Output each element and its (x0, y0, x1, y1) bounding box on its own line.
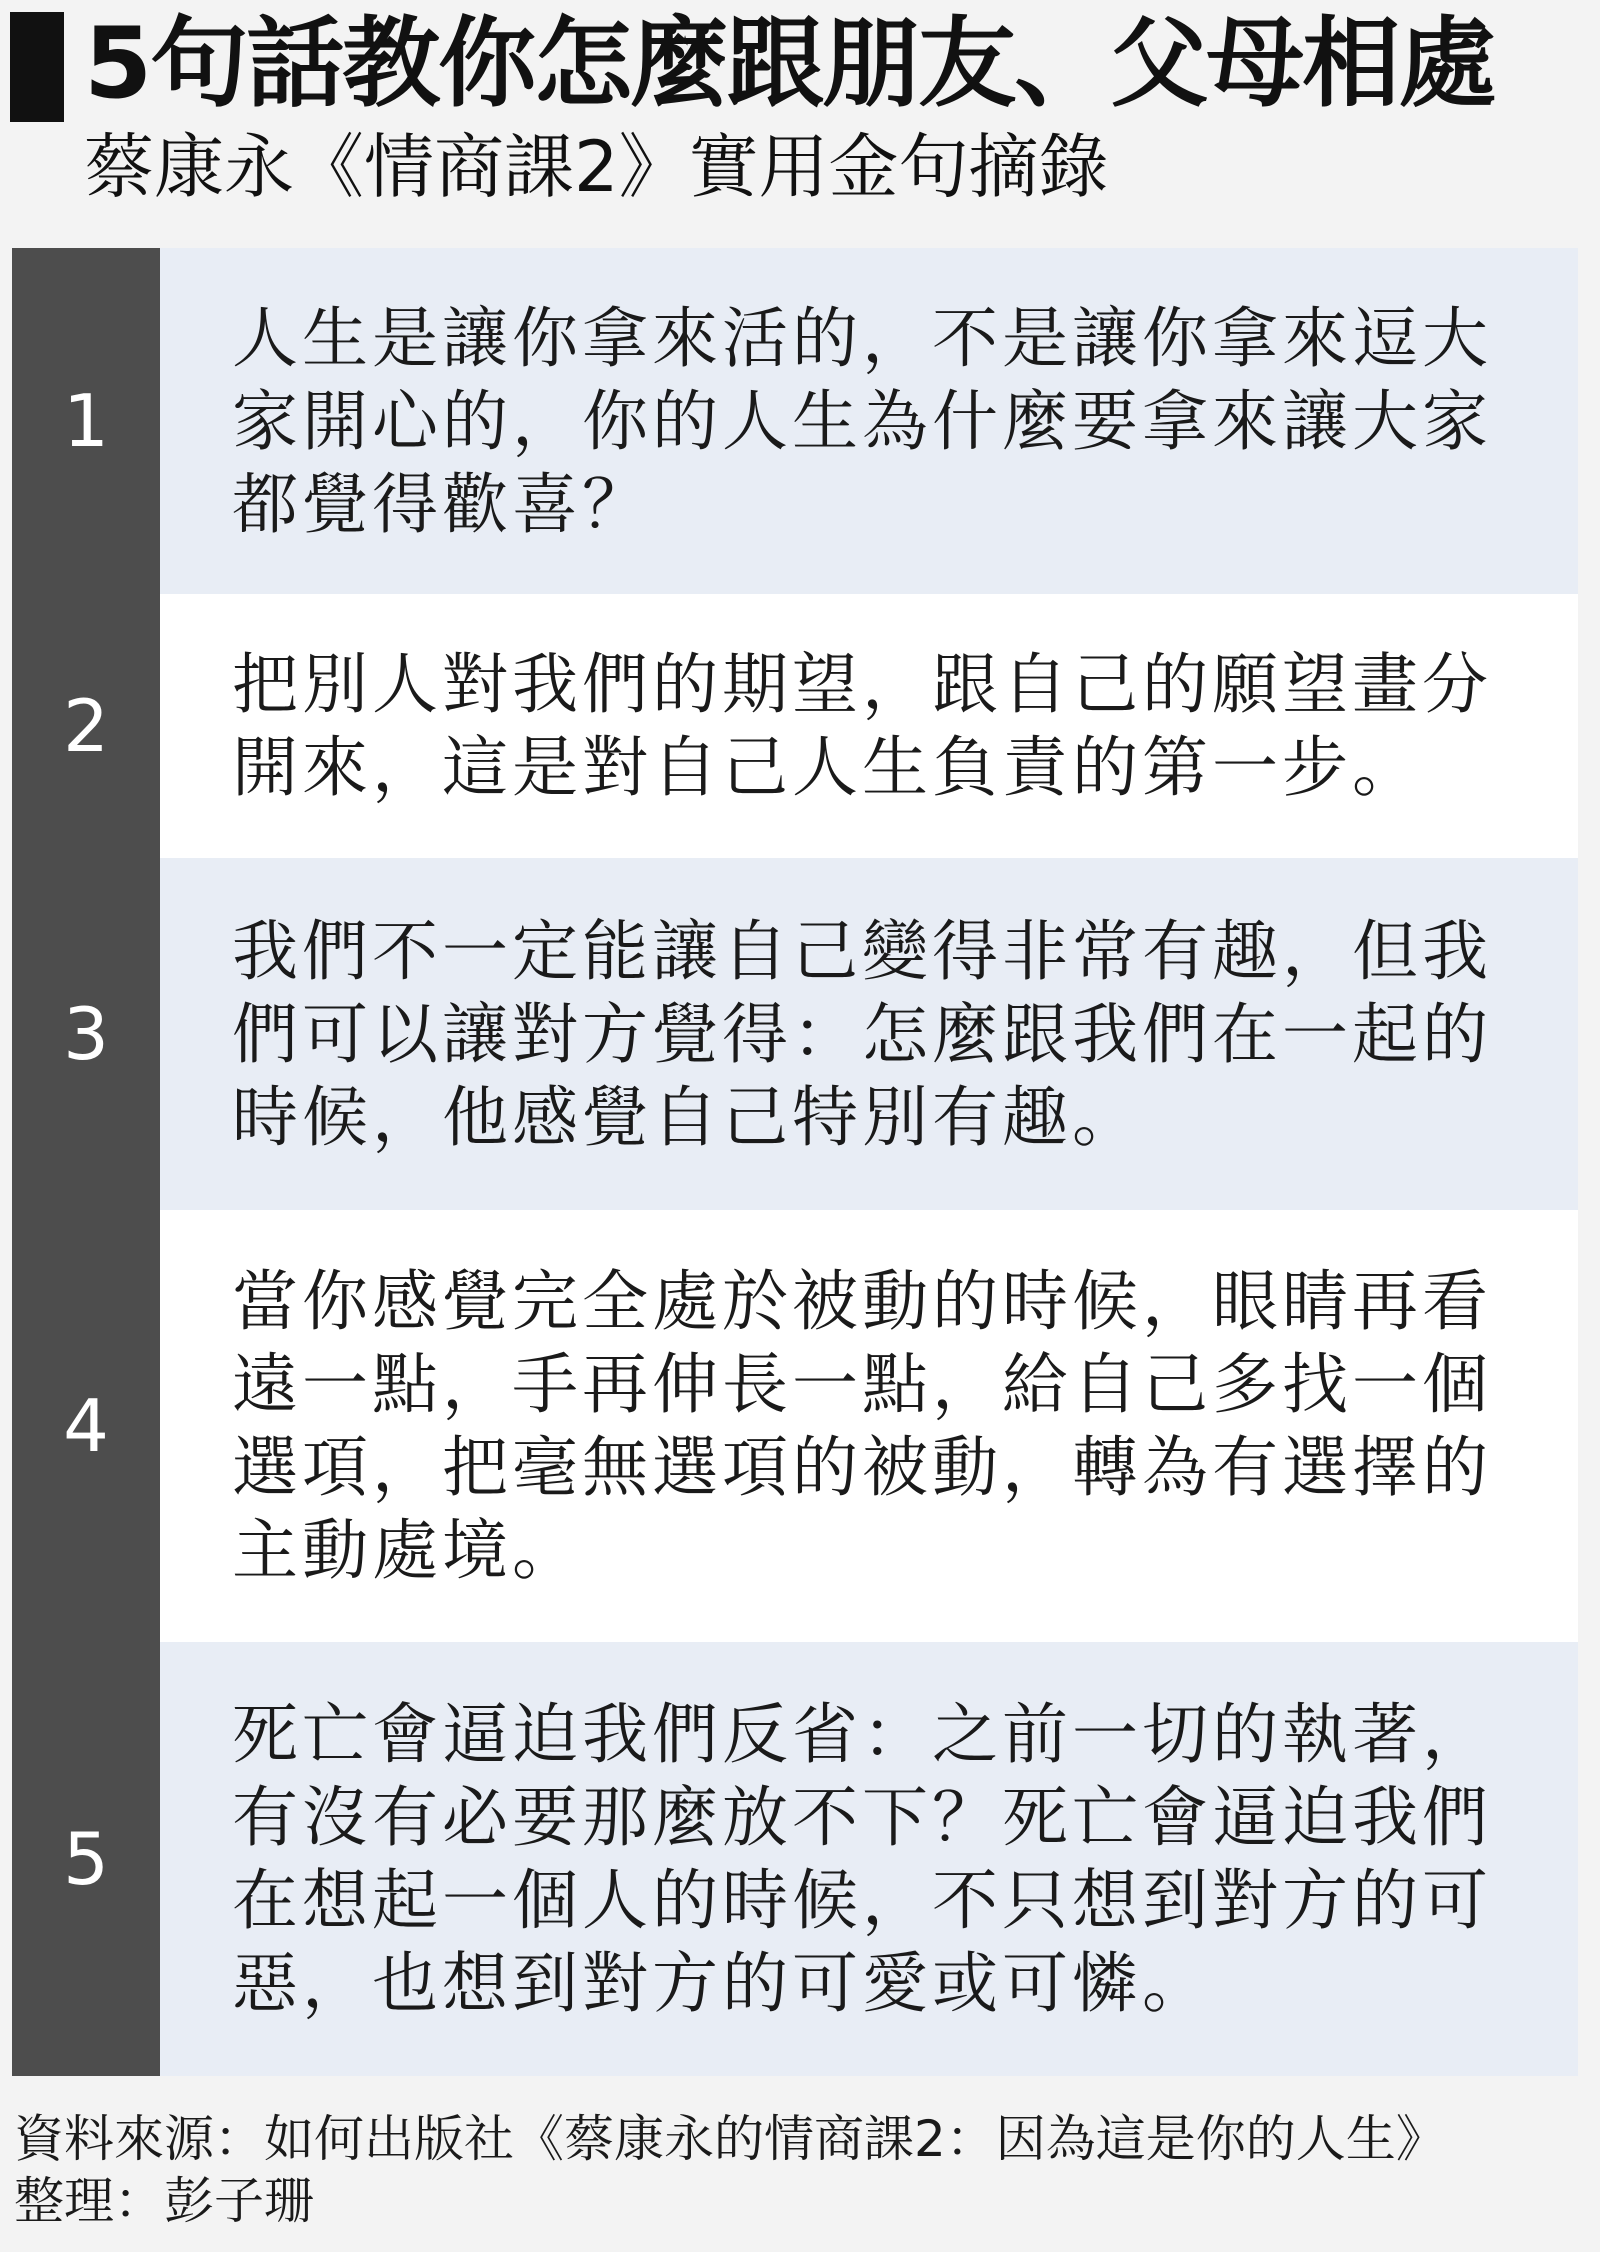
page-subtitle: 蔡康永《情商課2》實用金句摘錄 (84, 126, 1109, 208)
quote-text-box (160, 858, 1578, 1210)
quote-item-5 (12, 1642, 1578, 2076)
quote-text: 死亡會逼迫我們反省：之前一切的執著，有沒有必要那麼放不下？死亡會逼迫我們在想起一個人的時候，不只想到對方的可惡，也想到對方的可愛或可憐。 (232, 1696, 1492, 2022)
quote-list (12, 248, 1578, 2076)
editor-credit: 整理：彭子珊 (14, 2172, 314, 2230)
quote-item-4 (12, 1210, 1578, 1642)
quote-text-box (160, 248, 1578, 594)
quote-number: 3 (12, 858, 160, 1210)
quote-text: 把別人對我們的期望，跟自己的願望畫分開來，這是對自己人生負責的第一步。 (232, 646, 1492, 806)
quote-number: 1 (12, 248, 160, 594)
quote-text: 我們不一定能讓自己變得非常有趣，但我們可以讓對方覺得：怎麼跟我們在一起的時候，他感覺自己特別有趣。 (232, 912, 1492, 1156)
quote-text: 當你感覺完全處於被動的時候，眼睛再看遠一點，手再伸長一點，給自己多找一個選項，把毫無選項的被動，轉為有選擇的主動處境。 (232, 1263, 1492, 1589)
quote-text-box (160, 594, 1578, 858)
quote-text: 人生是讓你拿來活的，不是讓你拿來逗大家開心的，你的人生為什麼要拿來讓大家都覺得歡喜？ (232, 299, 1492, 543)
quote-number: 4 (12, 1210, 160, 1642)
page-title: 5句話教你怎麼跟朋友、父母相處 (84, 7, 1495, 121)
title-accent-bar (10, 12, 64, 122)
quote-number: 2 (12, 594, 160, 858)
quote-text-box (160, 1210, 1578, 1642)
footer (14, 2108, 1446, 2232)
quote-item-3 (12, 858, 1578, 1210)
quote-text-box (160, 1642, 1578, 2076)
quote-item-2 (12, 594, 1578, 858)
quote-item-1 (12, 248, 1578, 594)
quote-number: 5 (12, 1642, 160, 2076)
source-credit: 資料來源：如何出版社《蔡康永的情商課2：因為這是你的人生》 (14, 2110, 1446, 2168)
